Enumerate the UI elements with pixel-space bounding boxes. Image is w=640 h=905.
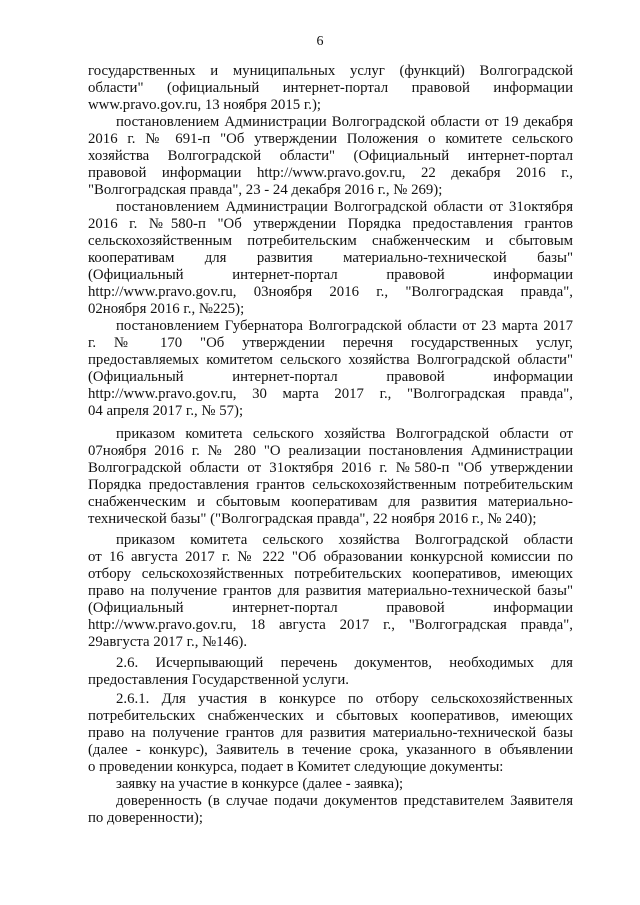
text-line: 29августа 2017 г., №146). [88,634,248,650]
text-line: постановлением Администрации Волгоградской области от 31октября [116,199,573,215]
text-line: правовой информации http://www.pravo.gov.ru, 22 декабря 2016 г., [88,165,573,181]
text-line: http://www.pravo.gov.ru, 03ноября 2016 г., "Волгоградская правда", [88,284,573,300]
text-line: области" (официальный интернет-портал правовой информации [88,80,573,96]
text-line: (Официальный интернет-портал правовой информации [88,369,573,385]
text-line: постановлением Губернатора Волгоградской области от 23 марта 2017 [116,318,573,334]
text-line: постановлением Администрации Волгоградской области от 19 декабря [116,114,573,130]
text-line: 2016 г. № 691-п "Об утверждении Положения о комитете сельского [88,131,573,147]
text-line: (далее - конкурс), Заявитель в течение срока, указанного в объявлении [88,742,573,758]
text-line: 2.6. Исчерпывающий перечень документов, необходимых для [116,655,573,671]
text-line: приказом комитета сельского хозяйства Волгоградской области от [116,426,573,442]
text-line: о проведении конкурса, подает в Комитет следующие документы: [88,759,504,775]
text-line: предоставляемых комитетом сельского хозяйства Волгоградской области" [88,352,573,368]
text-line: заявку на участие в конкурсе (далее - заявка); [116,776,404,792]
text-line: по доверенности); [88,810,203,826]
text-line: г. № 170 "Об утверждении перечня государственных услуг, [88,335,573,351]
text-line: доверенность (в случае подачи документов представителем Заявителя [116,793,573,809]
text-line: 2016 г. №580-п "Об утверждении Порядка предоставления грантов [88,216,573,232]
text-line: право на получение грантов для развития материально-технической базы" [88,583,573,599]
text-line: хозяйства Волгоградской области" (Официальный интернет-портал [88,148,573,164]
text-line: отбору сельскохозяйственных потребительских кооперативов, имеющих [88,566,573,582]
text-line: от 16 августа 2017 г. № 222 "Об образовании конкурсной комиссии по [88,549,573,565]
text-line: 07ноября 2016 г. № 280 "О реализации постановления Администрации [88,443,573,459]
text-line: снабженческим и сбытовым кооперативам для развития материально- [88,494,573,510]
text-line: (Официальный интернет-портал правовой информации [88,267,573,283]
text-line: Порядка предоставления грантов сельскохозяйственным потребительским [88,477,573,493]
text-line: потребительских снабженческих и сбытовых кооперативов, имеющих [88,708,573,724]
text-line: право на получение грантов для развития материально-технической базы [88,725,573,741]
text-line: "Волгоградская правда", 23 - 24 декабря 2016 г., № 269); [88,182,443,198]
text-line: приказом комитета сельского хозяйства Волгоградской области [116,532,573,548]
text-line: www.pravo.gov.ru, 13 ноября 2015 г.); [88,97,322,113]
page-number: 6 [316,34,324,49]
text-line: http://www.pravo.gov.ru, 18 августа 2017 г., "Волгоградская правда", [88,617,573,633]
text-line: кооперативам для развития материально-технической базы" [88,250,573,266]
text-line: http://www.pravo.gov.ru, 30 марта 2017 г., "Волгоградская правда", [88,386,573,402]
text-line: 02ноября 2016 г., №225); [88,301,245,317]
text-line: предоставления Государственной услуги. [88,672,349,688]
text-line: Волгоградской области от 31октября 2016 г. №580-п "Об утверждении [88,460,573,476]
text-line: технической базы" ("Волгоградская правда", 22 ноября 2016 г., № 240); [88,511,537,527]
text-line: 2.6.1. Для участия в конкурсе по отбору сельскохозяйственных [116,691,573,707]
text-line: государственных и муниципальных услуг (функций) Волгоградской [88,63,573,79]
text-line: сельскохозяйственным потребительским снабженческим и сбытовым [88,233,573,249]
text-line: 04 апреля 2017 г., № 57); [88,403,244,419]
text-line: (Официальный интернет-портал правовой информации [88,600,573,616]
